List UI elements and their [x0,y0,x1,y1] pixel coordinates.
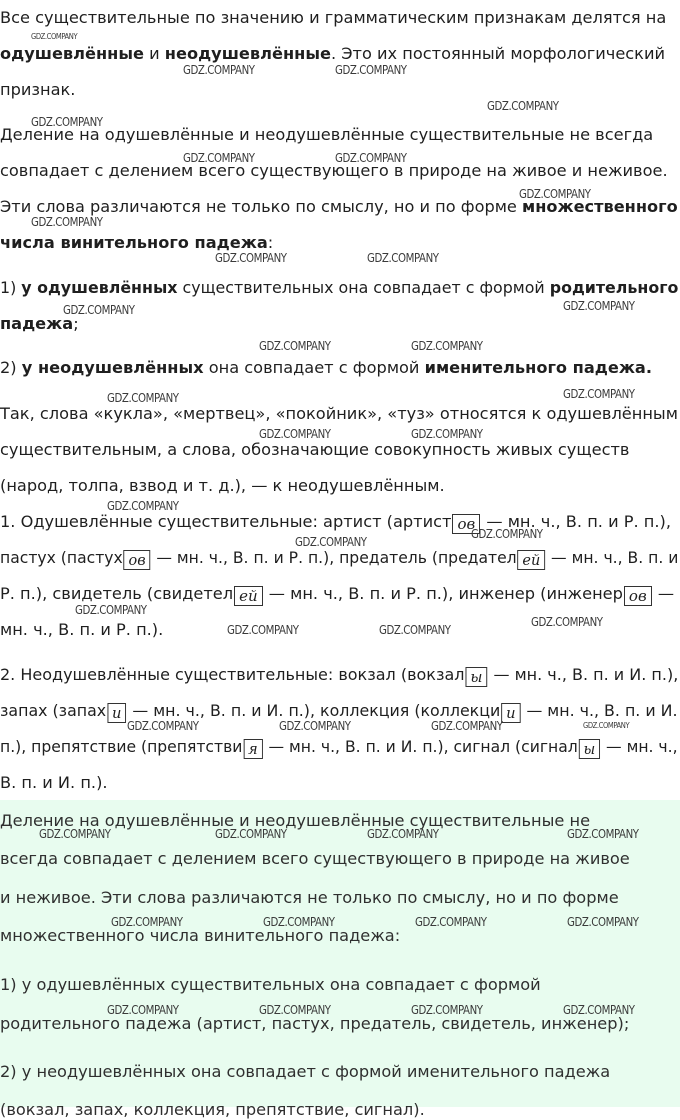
watermark: GDZ.COMPANY [215,827,287,841]
text: — мн. ч., В. п. и [546,548,679,567]
ending-box: ов [452,514,480,534]
term: именительного падежа. [424,358,653,377]
watermark: GDZ.COMPANY [563,387,635,401]
text: 1. Одушевлённые существительные: артист (артист [0,512,452,531]
theory-p4-line1 [0,358,652,378]
watermark: GDZ.COMPANY [259,1003,331,1017]
term-animate: одушевлённые [0,44,144,63]
watermark: GDZ.COMPANY [563,1003,635,1017]
text: 1) [0,278,22,297]
answer-inanimate-line3 [0,737,678,759]
text: — мн. ч., В. п. и Р. п.), предатель (предател [151,548,517,567]
text: Эти слова различаются не только по смыслу, но и по форме [0,197,523,216]
watermark: GDZ.COMPANY [127,719,199,733]
text: — мн. ч., В. п. и И. п.), [488,665,679,684]
watermark: GDZ.COMPANY [31,215,103,229]
theory-p5-line3: (народ, толпа, взвод и т. д.), — к неодушевлённым. [0,476,445,495]
text: — мн. ч., В. п. и И. п.), коллекция (коллекци [127,701,501,720]
theory-p3-line1 [0,278,678,298]
watermark: GDZ.COMPANY [111,915,183,929]
watermark: GDZ.COMPANY [531,615,603,629]
theory-p1-line2 [0,44,665,64]
text: — мн. ч., В. п. и Р. п.), [481,512,671,531]
watermark: GDZ.COMPANY [519,187,591,201]
watermark: GDZ.COMPANY [411,427,483,441]
text: : [267,233,274,252]
text: запах (запах [0,701,107,720]
watermark: GDZ.COMPANY [63,303,135,317]
watermark: GDZ.COMPANY [107,499,179,513]
watermark: GDZ.COMPANY [75,603,147,617]
theory-p2-line4 [0,233,273,253]
watermark: GDZ.COMPANY [411,339,483,353]
text: — мн. ч., В. п. и И. п.), сигнал (сигнал [263,737,578,756]
watermark: GDZ.COMPANY [279,719,351,733]
watermark: GDZ.COMPANY [567,827,639,841]
ending-box: и [107,703,126,723]
summary-line6: родительного падежа (артист, пастух, предатель, свидетель, инженер); [0,1014,630,1033]
watermark: GDZ.COMPANY [259,427,331,441]
watermark: GDZ.COMPANY [263,915,335,929]
watermark: GDZ.COMPANY [563,299,635,313]
watermark: GDZ.COMPANY [367,251,439,265]
watermark: GDZ.COMPANY [431,719,503,733]
watermark: GDZ.COMPANY [335,151,407,165]
answer-animate-line1 [0,512,671,534]
text: — мн. ч., В. п. и Р. п.), инженер (инженер [263,584,623,603]
term: родительного [549,278,679,297]
ending-box: ов [124,550,151,570]
ending-box: и [501,703,520,723]
text: существительных она совпадает с формой [177,278,550,297]
text: Р. п.), свидетель (свидетел [0,584,234,603]
watermark: GDZ.COMPANY [31,32,78,41]
watermark: GDZ.COMPANY [295,535,367,549]
ending-box: ы [579,739,600,759]
watermark: GDZ.COMPANY [31,115,103,129]
text: 2) [0,358,22,377]
summary-line1: Деление на одушевлённые и неодушевлённые существительные не [0,811,591,830]
watermark: GDZ.COMPANY [227,623,299,637]
summary-line8: (вокзал, запах, коллекция, препятствие, сигнал). [0,1100,425,1119]
watermark: GDZ.COMPANY [471,527,543,541]
watermark: GDZ.COMPANY [487,99,559,113]
ending-box: ей [518,550,545,570]
watermark: GDZ.COMPANY [107,1003,179,1017]
text: она совпадает с формой [203,358,425,377]
ending-box: ы [465,667,487,687]
summary-block [0,800,680,1119]
watermark: GDZ.COMPANY [367,827,439,841]
text: . Это их постоянный морфологический [330,44,665,63]
term-inanimate: неодушевлённые [164,44,331,63]
summary-line2: всегда совпадает с делением всего существующего в природе на живое [0,849,630,868]
watermark: GDZ.COMPANY [107,391,179,405]
term: у одушевлённых [21,278,178,297]
summary-line4: множественного числа винительного падежа: [0,926,401,945]
watermark: GDZ.COMPANY [415,915,487,929]
ending-box: я [243,739,262,759]
text: — [652,584,675,603]
term-plural: множественного [522,197,678,216]
watermark: GDZ.COMPANY [183,63,255,77]
theory-p5-line2: существительным, а слова, обозначающие совокупность живых существ [0,440,630,459]
answer-inanimate-line4: В. п. и И. п.). [0,773,108,792]
term: у неодушевлённых [21,358,204,377]
theory-p1-line3: признак. [0,80,76,99]
text: ; [73,314,79,333]
term: падежа [0,314,74,333]
theory-p1-line1: Все существительные по значению и грамматическим признакам делятся на [0,8,667,27]
ending-box: ов [624,586,652,606]
text: 2. Неодушевлённые существительные: вокзал (вокзал [0,665,465,684]
text: — мн. ч., [601,737,678,756]
answer-animate-line4: мн. ч., В. п. и Р. п.). [0,620,164,639]
text: и [143,44,165,63]
watermark: GDZ.COMPANY [215,251,287,265]
summary-line3: и неживое. Эти слова различаются не только по смыслу, но и по форме [0,888,619,907]
watermark: GDZ.COMPANY [259,339,331,353]
term-accusative: числа винительного падежа [0,233,268,252]
summary-line7: 2) у неодушевлённых она совпадает с формой именительного падежа [0,1062,611,1081]
text: — мн. ч., В. п. и И. [521,701,678,720]
watermark: GDZ.COMPANY [379,623,451,637]
theory-p5-line1: Так, слова «кукла», «мертвец», «покойник», «туз» относятся к одушевлённым [0,404,678,423]
watermark: GDZ.COMPANY [411,1003,483,1017]
text: п.), препятствие (препятстви [0,737,243,756]
watermark: GDZ.COMPANY [39,827,111,841]
watermark: GDZ.COMPANY [583,721,630,730]
theory-p3-line2 [0,314,79,334]
summary-line5: 1) у одушевлённых существительных она совпадает с формой [0,975,541,994]
theory-p2-line2: совпадает с делением всего существующего в природе на живое и неживое. [0,161,668,180]
answer-animate-line2 [0,548,678,570]
text: пастух (пастух [0,548,123,567]
watermark: GDZ.COMPANY [335,63,407,77]
watermark: GDZ.COMPANY [567,915,639,929]
theory-p2-line1: Деление на одушевлённые и неодушевлённые существительные не всегда [0,125,654,144]
ending-box: ей [234,586,263,606]
watermark: GDZ.COMPANY [183,151,255,165]
answer-inanimate-line1 [0,665,678,687]
